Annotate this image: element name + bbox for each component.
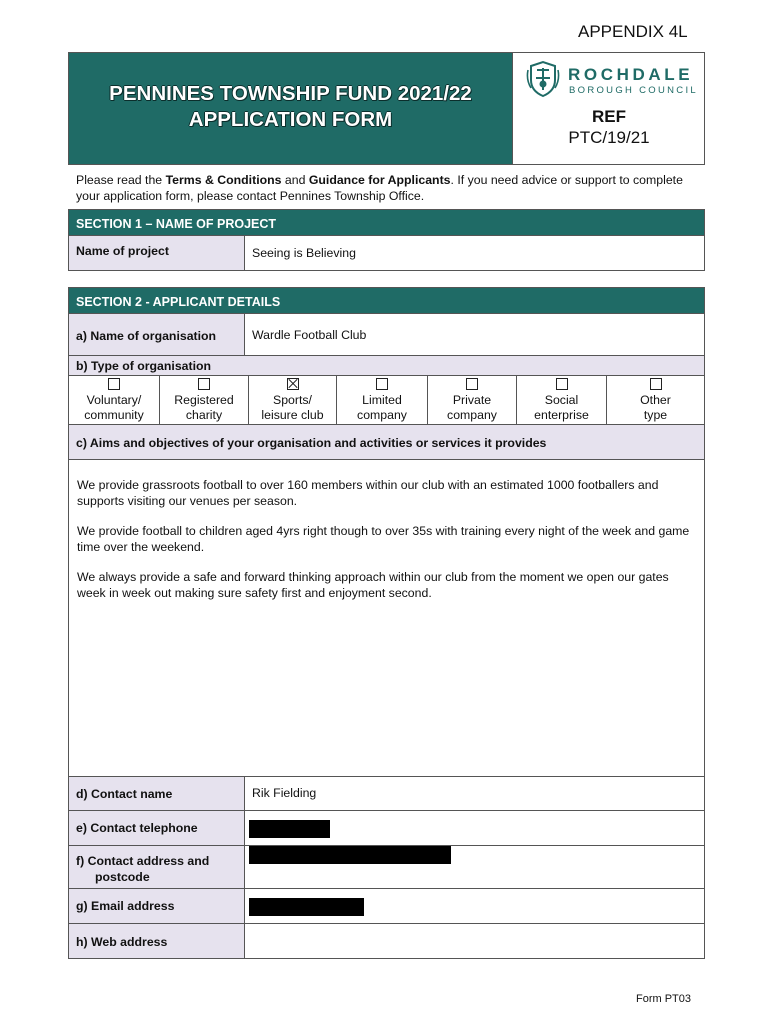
org-type-label-line2: leisure club xyxy=(261,408,324,422)
aims-field[interactable] xyxy=(68,460,705,777)
project-name-field[interactable]: Seeing is Believing xyxy=(252,246,356,260)
email-row xyxy=(68,889,705,924)
org-type-label-line1: Registered xyxy=(174,393,234,407)
intro-part2: and xyxy=(281,173,309,187)
guidance-link-text: Guidance for Applicants xyxy=(308,173,451,187)
form-title-line2: APPLICATION FORM xyxy=(188,108,393,131)
aims-paragraph: We provide grassroots football to over 160 members within our club with an estimated 1000 footballers and supports visiting our venues per season. xyxy=(77,478,659,508)
project-name-row xyxy=(68,236,705,271)
org-type-sports[interactable] xyxy=(249,376,337,424)
telephone-row xyxy=(68,811,705,846)
intro-text xyxy=(76,172,701,204)
redacted-telephone xyxy=(249,820,330,838)
council-logo xyxy=(523,58,701,100)
web-label: h) Web address xyxy=(69,924,245,958)
org-type-label-line2: enterprise xyxy=(534,408,589,422)
address-label-line1: f) Contact address and xyxy=(76,854,210,868)
org-name-label: a) Name of organisation xyxy=(69,314,245,355)
checkbox-limited[interactable] xyxy=(376,378,388,390)
checkbox-other[interactable] xyxy=(650,378,662,390)
org-name-row xyxy=(68,314,705,356)
project-name-label: Name of project xyxy=(69,236,245,270)
intro-part1: Please read the xyxy=(76,173,166,187)
web-field[interactable] xyxy=(245,924,704,958)
org-type-private[interactable] xyxy=(428,376,517,424)
org-type-label-line2: community xyxy=(84,408,144,422)
ref-label: REF xyxy=(592,107,626,126)
crest-icon xyxy=(526,60,560,98)
org-type-label-line1: Social xyxy=(544,393,579,407)
terms-link-text: Terms & Conditions xyxy=(165,173,282,187)
web-row xyxy=(68,924,705,959)
org-type-social[interactable] xyxy=(517,376,607,424)
header-ref-panel xyxy=(512,53,705,164)
form-header xyxy=(68,52,705,165)
address-label-line2: postcode xyxy=(95,870,150,884)
ref-value: PTC/19/21 xyxy=(568,128,650,147)
org-type-label-line1: Voluntary/ xyxy=(86,393,142,407)
contact-name-field[interactable]: Rik Fielding xyxy=(252,786,317,800)
checkbox-private[interactable] xyxy=(466,378,478,390)
org-type-label-line2: company xyxy=(447,408,497,422)
org-type-label-line2: company xyxy=(357,408,407,422)
logo-council: BOROUGH COUNCIL xyxy=(569,85,698,96)
aims-paragraph: We provide football to children aged 4yrs right though to over 35s with training every night of the week and game time over the weekend. xyxy=(77,524,690,554)
email-label: g) Email address xyxy=(69,889,245,923)
checkbox-social[interactable] xyxy=(556,378,568,390)
logo-name: ROCHDALE xyxy=(568,65,694,84)
org-type-label-line1: Other xyxy=(640,393,671,407)
org-type-label-line2: charity xyxy=(185,408,223,422)
org-type-label-line1: Limited xyxy=(362,393,402,407)
org-name-field[interactable]: Wardle Football Club xyxy=(252,328,367,342)
checkbox-sports-checked[interactable] xyxy=(287,378,299,390)
contact-name-label: d) Contact name xyxy=(69,777,245,810)
intro-part3: . If you need advice or support to complete your application form, please contact Pennines Township Office. xyxy=(76,173,683,203)
section1-heading: SECTION 1 – NAME OF PROJECT xyxy=(68,209,705,236)
org-type-label-line2: type xyxy=(643,408,668,422)
form-title xyxy=(69,53,512,164)
checkbox-charity[interactable] xyxy=(198,378,210,390)
address-label xyxy=(69,846,245,888)
org-type-label-line1: Sports/ xyxy=(273,393,312,407)
org-type-charity[interactable] xyxy=(160,376,249,424)
contact-name-row xyxy=(68,777,705,811)
form-code: Form PT03 xyxy=(636,993,692,1005)
appendix-label: APPENDIX 4L xyxy=(578,22,688,41)
aims-paragraph: We always provide a safe and forward thinking approach within our club from the moment we open our gates week in week out making sure safety first and enjoyment second. xyxy=(77,570,669,600)
org-type-label-line1: Private xyxy=(452,393,492,407)
form-title-line1: PENNINES TOWNSHIP FUND 2021/22 xyxy=(109,82,472,105)
section2-heading: SECTION 2 - APPLICANT DETAILS xyxy=(68,287,705,314)
redacted-address xyxy=(249,846,451,864)
org-type-voluntary[interactable] xyxy=(69,376,160,424)
org-type-other[interactable] xyxy=(607,376,704,424)
org-type-limited[interactable] xyxy=(337,376,428,424)
org-type-options xyxy=(68,376,705,425)
checkbox-voluntary[interactable] xyxy=(108,378,120,390)
org-type-label: b) Type of organisation xyxy=(68,356,705,376)
redacted-email xyxy=(249,898,364,916)
telephone-label: e) Contact telephone xyxy=(69,811,245,845)
aims-label: c) Aims and objectives of your organisation and activities or services it provides xyxy=(68,425,705,460)
